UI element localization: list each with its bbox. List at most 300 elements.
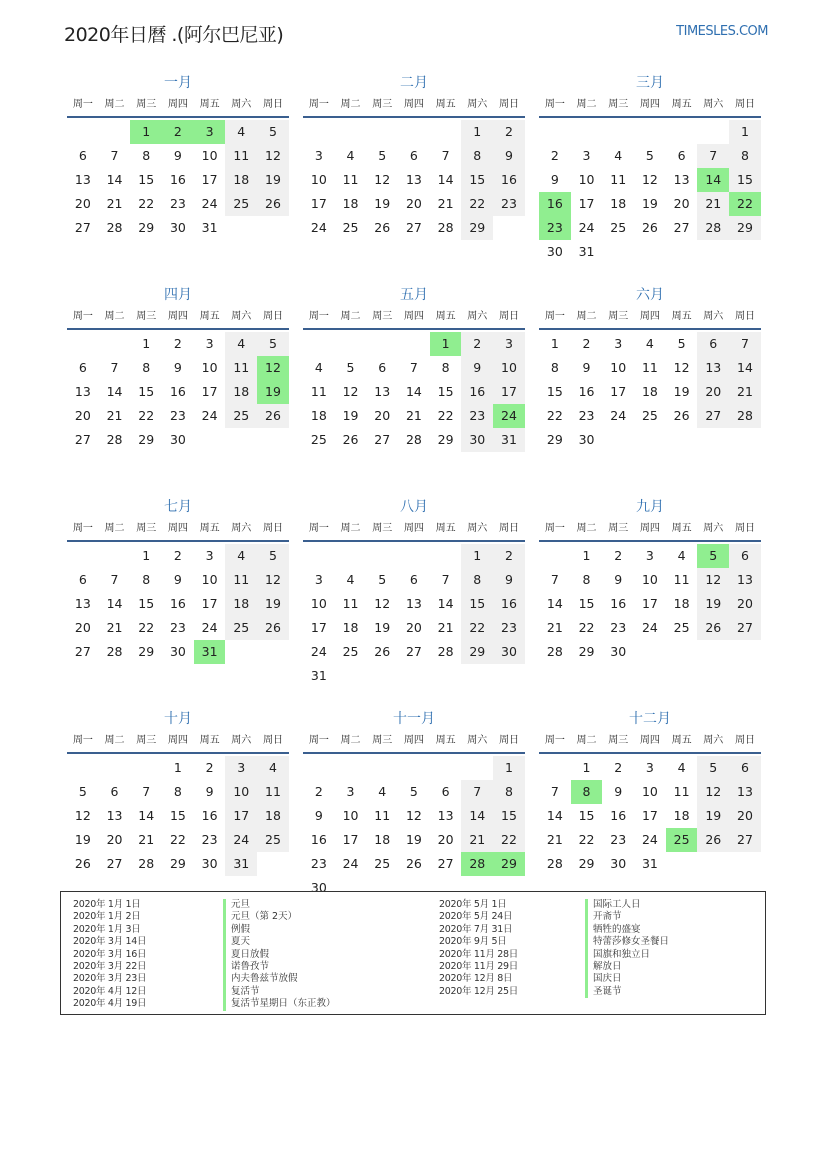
day-cell[interactable]: 15 — [138, 596, 155, 611]
day-cell[interactable]: 26 — [697, 828, 729, 852]
day-cell[interactable]: 23 — [610, 832, 627, 847]
day-cell[interactable]: 12 — [74, 808, 91, 823]
day-cell[interactable]: 21 — [437, 620, 454, 635]
day-cell[interactable]: 14 — [437, 172, 454, 187]
day-cell[interactable]: 18 — [225, 380, 257, 404]
day-cell[interactable]: 27 — [374, 432, 391, 447]
day-cell[interactable]: 14 — [106, 384, 123, 399]
day-cell[interactable]: 5 — [257, 120, 289, 144]
day-cell[interactable]: 23 — [461, 404, 493, 428]
day-cell[interactable]: 5 — [378, 148, 387, 163]
day-cell[interactable]: 22 — [138, 196, 155, 211]
day-cell[interactable]: 6 — [78, 572, 87, 587]
day-cell[interactable]: 15 — [578, 808, 595, 823]
day-cell[interactable]: 30 — [169, 432, 186, 447]
day-cell[interactable]: 4 — [225, 120, 257, 144]
day-cell[interactable]: 20 — [374, 408, 391, 423]
day-cell[interactable]: 20 — [405, 196, 422, 211]
day-cell[interactable]: 3 — [645, 548, 654, 563]
day-cell[interactable]: 18 — [374, 832, 391, 847]
day-cell[interactable]: 1 — [173, 760, 182, 775]
day-cell[interactable]: 5 — [677, 336, 686, 351]
day-cell[interactable]: 18 — [342, 196, 359, 211]
day-cell[interactable]: 30 — [610, 644, 627, 659]
day-cell[interactable]: 8 — [461, 144, 493, 168]
day-cell[interactable]: 27 — [729, 616, 761, 640]
day-cell[interactable]: 6 — [409, 148, 418, 163]
day-cell[interactable]: 1 — [130, 120, 162, 144]
day-cell[interactable]: 21 — [729, 380, 761, 404]
day-cell[interactable]: 19 — [697, 804, 729, 828]
day-cell[interactable]: 20 — [697, 380, 729, 404]
day-cell[interactable]: 2 — [614, 548, 623, 563]
day-cell[interactable]: 30 — [578, 432, 595, 447]
day-cell[interactable]: 11 — [342, 172, 359, 187]
day-cell[interactable]: 18 — [610, 196, 627, 211]
day-cell[interactable]: 25 — [225, 616, 257, 640]
day-cell[interactable]: 14 — [729, 356, 761, 380]
day-cell[interactable]: 11 — [225, 144, 257, 168]
day-cell[interactable]: 31 — [310, 668, 327, 683]
day-cell[interactable]: 7 — [409, 360, 418, 375]
day-cell[interactable]: 20 — [437, 832, 454, 847]
day-cell[interactable]: 26 — [673, 408, 690, 423]
day-cell[interactable]: 12 — [374, 172, 391, 187]
day-cell[interactable]: 15 — [461, 168, 493, 192]
day-cell[interactable]: 18 — [673, 808, 690, 823]
day-cell[interactable]: 10 — [610, 360, 627, 375]
day-cell[interactable]: 21 — [546, 832, 563, 847]
day-cell[interactable]: 13 — [374, 384, 391, 399]
day-cell[interactable]: 7 — [461, 780, 493, 804]
day-cell[interactable]: 16 — [539, 192, 571, 216]
day-cell[interactable]: 17 — [310, 196, 327, 211]
day-cell[interactable]: 14 — [546, 808, 563, 823]
day-cell[interactable]: 12 — [342, 384, 359, 399]
day-cell[interactable]: 21 — [697, 192, 729, 216]
day-cell[interactable]: 21 — [138, 832, 155, 847]
day-cell[interactable]: 13 — [74, 384, 91, 399]
day-cell[interactable]: 31 — [194, 640, 226, 664]
day-cell[interactable]: 23 — [578, 408, 595, 423]
day-cell[interactable]: 22 — [169, 832, 186, 847]
day-cell[interactable]: 26 — [257, 404, 289, 428]
day-cell[interactable]: 23 — [539, 216, 571, 240]
day-cell[interactable]: 19 — [374, 620, 391, 635]
day-cell[interactable]: 16 — [201, 808, 218, 823]
day-cell[interactable]: 12 — [257, 568, 289, 592]
day-cell[interactable]: 5 — [378, 572, 387, 587]
day-cell[interactable]: 13 — [673, 172, 690, 187]
day-cell[interactable]: 23 — [610, 620, 627, 635]
day-cell[interactable]: 15 — [138, 172, 155, 187]
day-cell[interactable]: 16 — [169, 172, 186, 187]
day-cell[interactable]: 19 — [697, 592, 729, 616]
day-cell[interactable]: 7 — [550, 572, 559, 587]
day-cell[interactable]: 23 — [201, 832, 218, 847]
day-cell[interactable]: 9 — [173, 148, 182, 163]
day-cell[interactable]: 6 — [78, 148, 87, 163]
day-cell[interactable]: 27 — [697, 404, 729, 428]
day-cell[interactable]: 2 — [461, 332, 493, 356]
day-cell[interactable]: 7 — [441, 148, 450, 163]
day-cell[interactable]: 19 — [74, 832, 91, 847]
day-cell[interactable]: 22 — [138, 620, 155, 635]
day-cell[interactable]: 1 — [142, 548, 151, 563]
day-cell[interactable]: 3 — [645, 760, 654, 775]
day-cell[interactable]: 16 — [493, 168, 525, 192]
day-cell[interactable]: 9 — [173, 572, 182, 587]
day-cell[interactable]: 13 — [106, 808, 123, 823]
day-cell[interactable]: 26 — [74, 856, 91, 871]
day-cell[interactable]: 13 — [437, 808, 454, 823]
day-cell[interactable]: 19 — [405, 832, 422, 847]
day-cell[interactable]: 3 — [314, 148, 323, 163]
day-cell[interactable]: 15 — [169, 808, 186, 823]
day-cell[interactable]: 26 — [342, 432, 359, 447]
day-cell[interactable]: 12 — [374, 596, 391, 611]
day-cell[interactable]: 17 — [310, 620, 327, 635]
day-cell[interactable]: 25 — [673, 620, 690, 635]
day-cell[interactable]: 4 — [346, 572, 355, 587]
day-cell[interactable]: 18 — [673, 596, 690, 611]
day-cell[interactable]: 12 — [697, 568, 729, 592]
day-cell[interactable]: 15 — [493, 804, 525, 828]
day-cell[interactable]: 14 — [106, 172, 123, 187]
day-cell[interactable]: 19 — [257, 380, 289, 404]
day-cell[interactable]: 1 — [461, 544, 493, 568]
day-cell[interactable]: 4 — [378, 784, 387, 799]
day-cell[interactable]: 2 — [205, 760, 214, 775]
day-cell[interactable]: 7 — [441, 572, 450, 587]
day-cell[interactable]: 20 — [74, 196, 91, 211]
day-cell[interactable]: 12 — [405, 808, 422, 823]
day-cell[interactable]: 2 — [550, 148, 559, 163]
day-cell[interactable]: 11 — [225, 568, 257, 592]
day-cell[interactable]: 24 — [342, 856, 359, 871]
day-cell[interactable]: 9 — [461, 356, 493, 380]
day-cell[interactable]: 26 — [257, 192, 289, 216]
day-cell[interactable]: 25 — [225, 192, 257, 216]
day-cell[interactable]: 28 — [546, 856, 563, 871]
day-cell[interactable]: 8 — [441, 360, 450, 375]
day-cell[interactable]: 7 — [110, 360, 119, 375]
day-cell[interactable]: 15 — [138, 384, 155, 399]
day-cell[interactable]: 20 — [405, 620, 422, 635]
day-cell[interactable]: 26 — [374, 644, 391, 659]
day-cell[interactable]: 24 — [201, 408, 218, 423]
day-cell[interactable]: 5 — [346, 360, 355, 375]
day-cell[interactable]: 3 — [614, 336, 623, 351]
day-cell[interactable]: 24 — [201, 196, 218, 211]
day-cell[interactable]: 18 — [257, 804, 289, 828]
day-cell[interactable]: 13 — [729, 568, 761, 592]
day-cell[interactable]: 3 — [314, 572, 323, 587]
day-cell[interactable]: 11 — [310, 384, 327, 399]
day-cell[interactable]: 8 — [173, 784, 182, 799]
day-cell[interactable]: 10 — [578, 172, 595, 187]
day-cell[interactable]: 1 — [582, 760, 591, 775]
day-cell[interactable]: 20 — [106, 832, 123, 847]
day-cell[interactable]: 29 — [461, 216, 493, 240]
day-cell[interactable]: 5 — [645, 148, 654, 163]
day-cell[interactable]: 3 — [225, 756, 257, 780]
day-cell[interactable]: 9 — [550, 172, 559, 187]
day-cell[interactable]: 12 — [257, 144, 289, 168]
day-cell[interactable]: 6 — [378, 360, 387, 375]
day-cell[interactable]: 5 — [409, 784, 418, 799]
day-cell[interactable]: 6 — [729, 756, 761, 780]
day-cell[interactable]: 8 — [729, 144, 761, 168]
day-cell[interactable]: 10 — [310, 596, 327, 611]
day-cell[interactable]: 16 — [493, 592, 525, 616]
day-cell[interactable]: 31 — [225, 852, 257, 876]
day-cell[interactable]: 18 — [342, 620, 359, 635]
day-cell[interactable]: 4 — [677, 548, 686, 563]
day-cell[interactable]: 26 — [257, 616, 289, 640]
day-cell[interactable]: 11 — [257, 780, 289, 804]
day-cell[interactable]: 14 — [106, 596, 123, 611]
day-cell[interactable]: 3 — [493, 332, 525, 356]
day-cell[interactable]: 12 — [697, 780, 729, 804]
day-cell[interactable]: 29 — [138, 644, 155, 659]
day-cell[interactable]: 19 — [342, 408, 359, 423]
day-cell[interactable]: 28 — [437, 220, 454, 235]
day-cell[interactable]: 5 — [257, 544, 289, 568]
day-cell[interactable]: 22 — [461, 192, 493, 216]
day-cell[interactable]: 4 — [314, 360, 323, 375]
day-cell[interactable]: 10 — [641, 784, 658, 799]
day-cell[interactable]: 6 — [729, 544, 761, 568]
day-cell[interactable]: 21 — [106, 620, 123, 635]
day-cell[interactable]: 26 — [641, 220, 658, 235]
day-cell[interactable]: 21 — [405, 408, 422, 423]
day-cell[interactable]: 22 — [461, 616, 493, 640]
day-cell[interactable]: 17 — [493, 380, 525, 404]
day-cell[interactable]: 29 — [461, 640, 493, 664]
day-cell[interactable]: 26 — [697, 616, 729, 640]
day-cell[interactable]: 5 — [78, 784, 87, 799]
day-cell[interactable]: 22 — [546, 408, 563, 423]
day-cell[interactable]: 7 — [697, 144, 729, 168]
day-cell[interactable]: 30 — [169, 220, 186, 235]
day-cell[interactable]: 31 — [201, 220, 218, 235]
day-cell[interactable]: 17 — [641, 596, 658, 611]
day-cell[interactable]: 25 — [641, 408, 658, 423]
day-cell[interactable]: 29 — [169, 856, 186, 871]
day-cell[interactable]: 29 — [493, 852, 525, 876]
day-cell[interactable]: 14 — [461, 804, 493, 828]
day-cell[interactable]: 16 — [310, 832, 327, 847]
day-cell[interactable]: 21 — [437, 196, 454, 211]
day-cell[interactable]: 10 — [342, 808, 359, 823]
day-cell[interactable]: 23 — [493, 616, 525, 640]
day-cell[interactable]: 27 — [729, 828, 761, 852]
day-cell[interactable]: 28 — [138, 856, 155, 871]
day-cell[interactable]: 31 — [493, 428, 525, 452]
day-cell[interactable]: 8 — [582, 572, 591, 587]
day-cell[interactable]: 12 — [673, 360, 690, 375]
day-cell[interactable]: 22 — [493, 828, 525, 852]
day-cell[interactable]: 5 — [697, 756, 729, 780]
day-cell[interactable]: 28 — [405, 432, 422, 447]
day-cell[interactable]: 15 — [546, 384, 563, 399]
day-cell[interactable]: 19 — [374, 196, 391, 211]
day-cell[interactable]: 11 — [342, 596, 359, 611]
day-cell[interactable]: 6 — [110, 784, 119, 799]
day-cell[interactable]: 9 — [205, 784, 214, 799]
day-cell[interactable]: 2 — [173, 336, 182, 351]
day-cell[interactable]: 24 — [310, 644, 327, 659]
day-cell[interactable]: 4 — [225, 332, 257, 356]
day-cell[interactable]: 13 — [405, 596, 422, 611]
day-cell[interactable]: 5 — [257, 332, 289, 356]
day-cell[interactable]: 29 — [138, 432, 155, 447]
day-cell[interactable]: 9 — [493, 144, 525, 168]
day-cell[interactable]: 16 — [578, 384, 595, 399]
day-cell[interactable]: 18 — [225, 592, 257, 616]
day-cell[interactable]: 9 — [493, 568, 525, 592]
day-cell[interactable]: 1 — [430, 332, 462, 356]
day-cell[interactable]: 26 — [374, 220, 391, 235]
day-cell[interactable]: 2 — [173, 548, 182, 563]
day-cell[interactable]: 20 — [673, 196, 690, 211]
day-cell[interactable]: 27 — [437, 856, 454, 871]
day-cell[interactable]: 2 — [314, 784, 323, 799]
day-cell[interactable]: 29 — [578, 644, 595, 659]
day-cell[interactable]: 28 — [697, 216, 729, 240]
day-cell[interactable]: 18 — [641, 384, 658, 399]
day-cell[interactable]: 30 — [201, 856, 218, 871]
day-cell[interactable]: 16 — [169, 384, 186, 399]
day-cell[interactable]: 6 — [409, 572, 418, 587]
day-cell[interactable]: 16 — [461, 380, 493, 404]
day-cell[interactable]: 4 — [225, 544, 257, 568]
day-cell[interactable]: 25 — [374, 856, 391, 871]
day-cell[interactable]: 2 — [582, 336, 591, 351]
day-cell[interactable]: 6 — [677, 148, 686, 163]
day-cell[interactable]: 15 — [578, 596, 595, 611]
day-cell[interactable]: 10 — [201, 572, 218, 587]
day-cell[interactable]: 3 — [205, 336, 214, 351]
day-cell[interactable]: 23 — [169, 196, 186, 211]
day-cell[interactable]: 10 — [493, 356, 525, 380]
day-cell[interactable]: 2 — [493, 544, 525, 568]
day-cell[interactable]: 16 — [610, 808, 627, 823]
day-cell[interactable]: 24 — [225, 828, 257, 852]
day-cell[interactable]: 14 — [546, 596, 563, 611]
day-cell[interactable]: 19 — [257, 168, 289, 192]
day-cell[interactable]: 11 — [673, 572, 690, 587]
day-cell[interactable]: 24 — [310, 220, 327, 235]
day-cell[interactable]: 9 — [614, 572, 623, 587]
day-cell[interactable]: 27 — [74, 432, 91, 447]
day-cell[interactable]: 15 — [437, 384, 454, 399]
day-cell[interactable]: 30 — [461, 428, 493, 452]
day-cell[interactable]: 6 — [78, 360, 87, 375]
day-cell[interactable]: 11 — [225, 356, 257, 380]
day-cell[interactable]: 9 — [173, 360, 182, 375]
day-cell[interactable]: 30 — [610, 856, 627, 871]
day-cell[interactable]: 28 — [106, 432, 123, 447]
day-cell[interactable]: 9 — [614, 784, 623, 799]
day-cell[interactable]: 14 — [138, 808, 155, 823]
day-cell[interactable]: 13 — [74, 172, 91, 187]
day-cell[interactable]: 3 — [205, 548, 214, 563]
day-cell[interactable]: 15 — [461, 592, 493, 616]
day-cell[interactable]: 17 — [342, 832, 359, 847]
day-cell[interactable]: 3 — [346, 784, 355, 799]
day-cell[interactable]: 24 — [610, 408, 627, 423]
day-cell[interactable]: 22 — [578, 832, 595, 847]
day-cell[interactable]: 25 — [310, 432, 327, 447]
day-cell[interactable]: 10 — [641, 572, 658, 587]
day-cell[interactable]: 8 — [142, 148, 151, 163]
day-cell[interactable]: 7 — [550, 784, 559, 799]
day-cell[interactable]: 29 — [437, 432, 454, 447]
day-cell[interactable]: 30 — [169, 644, 186, 659]
day-cell[interactable]: 20 — [729, 804, 761, 828]
day-cell[interactable]: 27 — [405, 220, 422, 235]
day-cell[interactable]: 10 — [201, 360, 218, 375]
day-cell[interactable]: 13 — [405, 172, 422, 187]
day-cell[interactable]: 5 — [697, 544, 729, 568]
day-cell[interactable]: 21 — [106, 196, 123, 211]
day-cell[interactable]: 12 — [641, 172, 658, 187]
day-cell[interactable]: 23 — [310, 856, 327, 871]
day-cell[interactable]: 24 — [493, 404, 525, 428]
day-cell[interactable]: 25 — [257, 828, 289, 852]
day-cell[interactable]: 1 — [142, 336, 151, 351]
day-cell[interactable]: 17 — [578, 196, 595, 211]
day-cell[interactable]: 1 — [550, 336, 559, 351]
day-cell[interactable]: 29 — [578, 856, 595, 871]
day-cell[interactable]: 17 — [201, 384, 218, 399]
day-cell[interactable]: 22 — [578, 620, 595, 635]
day-cell[interactable]: 16 — [169, 596, 186, 611]
day-cell[interactable]: 23 — [169, 408, 186, 423]
day-cell[interactable]: 13 — [729, 780, 761, 804]
day-cell[interactable]: 29 — [546, 432, 563, 447]
day-cell[interactable]: 25 — [342, 220, 359, 235]
day-cell[interactable]: 8 — [493, 780, 525, 804]
day-cell[interactable]: 8 — [142, 572, 151, 587]
day-cell[interactable]: 6 — [697, 332, 729, 356]
day-cell[interactable]: 12 — [257, 356, 289, 380]
day-cell[interactable]: 14 — [405, 384, 422, 399]
day-cell[interactable]: 7 — [142, 784, 151, 799]
day-cell[interactable]: 19 — [257, 592, 289, 616]
day-cell[interactable]: 3 — [194, 120, 226, 144]
day-cell[interactable]: 6 — [441, 784, 450, 799]
day-cell[interactable]: 1 — [493, 756, 525, 780]
day-cell[interactable]: 7 — [110, 148, 119, 163]
day-cell[interactable]: 29 — [729, 216, 761, 240]
day-cell[interactable]: 4 — [645, 336, 654, 351]
day-cell[interactable]: 24 — [578, 220, 595, 235]
day-cell[interactable]: 28 — [106, 220, 123, 235]
day-cell[interactable]: 2 — [493, 120, 525, 144]
day-cell[interactable]: 1 — [461, 120, 493, 144]
day-cell[interactable]: 1 — [729, 120, 761, 144]
day-cell[interactable]: 10 — [225, 780, 257, 804]
day-cell[interactable]: 19 — [673, 384, 690, 399]
day-cell[interactable]: 30 — [493, 640, 525, 664]
day-cell[interactable]: 13 — [74, 596, 91, 611]
day-cell[interactable]: 22 — [729, 192, 761, 216]
brand-link[interactable]: TIMESLES.COM — [676, 24, 768, 39]
day-cell[interactable]: 23 — [493, 192, 525, 216]
